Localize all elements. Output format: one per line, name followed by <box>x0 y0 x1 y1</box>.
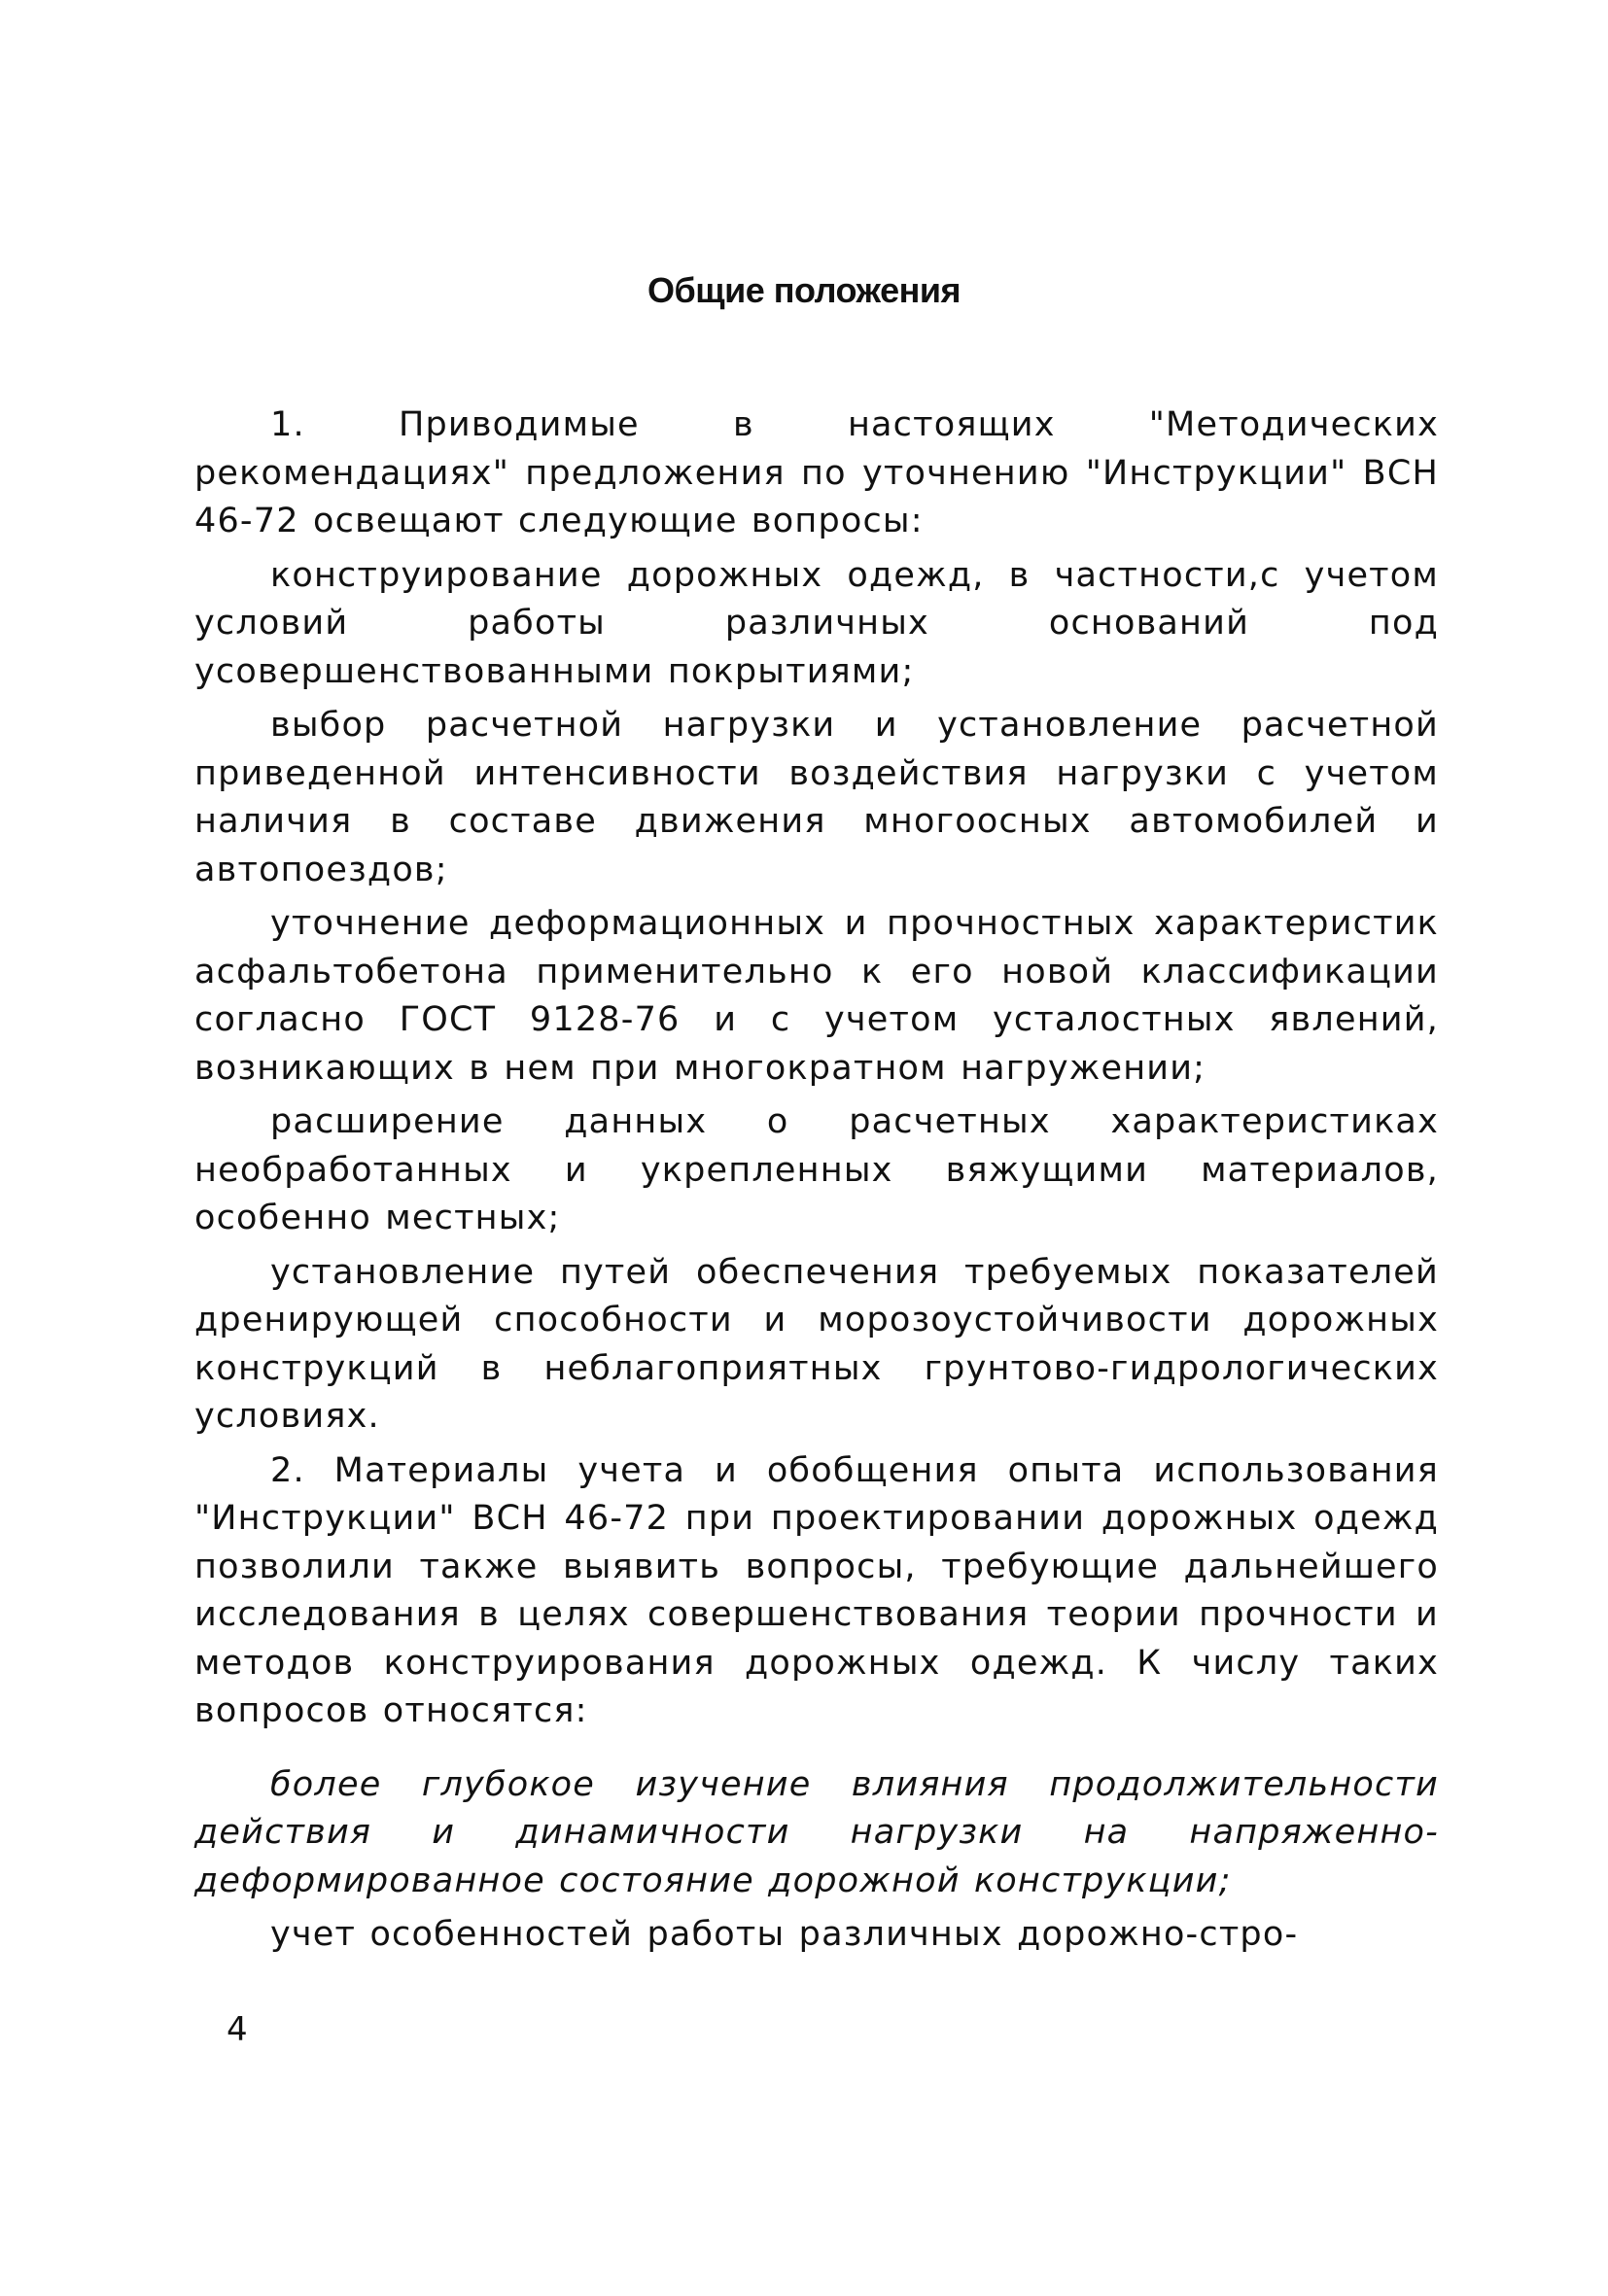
paragraph-5: расширение данных о расчетных характеристиках необработанных и укрепленных вяжущими материалов, особенно местных; <box>194 1102 1439 1237</box>
paragraph-7: 2. Материалы учета и обобщения опыта использования "Инструкции" ВСН 46-72 при проектировании дорожных одежд позволили также выявить вопросы, требующие дальнейшего исследования в целях совершенствования теории прочности и методов конструирования дорожных одежд. К числу таких вопросов относятся: <box>194 1450 1439 1730</box>
paragraph-9: учет особенностей работы различных дорожно-стро- <box>270 1915 1299 1954</box>
body-text <box>194 401 1439 1960</box>
paragraph-1: 1. Приводимые в настоящих "Методических рекомендациях" предложения по уточнению "Инструкции" ВСН 46-72 освещают следующие вопросы: <box>194 405 1439 540</box>
page-number: 4 <box>227 2010 248 2049</box>
paragraph-4: уточнение деформационных и прочностных характеристик асфальтобетона применительно к его новой классификации согласно ГОСТ 9128-76 и с учетом усталостных явлений, возникающих в нем при многократном нагружении; <box>194 904 1439 1088</box>
paragraph-2: конструирование дорожных одежд, в частности,с учетом условий работы различных оснований под усовершенствованными покрытиями; <box>194 555 1439 691</box>
page-title: Общие положения <box>647 270 961 310</box>
paragraph-3: выбор расчетной нагрузки и установление расчетной приведенной интенсивности воздействия нагрузки с учетом наличия в составе движения многоосных автомобилей и автопоездов; <box>194 706 1439 889</box>
paragraph-8: более глубокое изучение влияния продолжительности действия и динамичности нагрузки на напряженно-деформированное состояние дорожной конструкции; <box>194 1764 1439 1900</box>
paragraph-6: установление путей обеспечения требуемых показателей дренирующей способности и морозоустойчивости дорожных конструкций в неблагоприятных грунтово-гидрологических условиях. <box>194 1252 1439 1436</box>
